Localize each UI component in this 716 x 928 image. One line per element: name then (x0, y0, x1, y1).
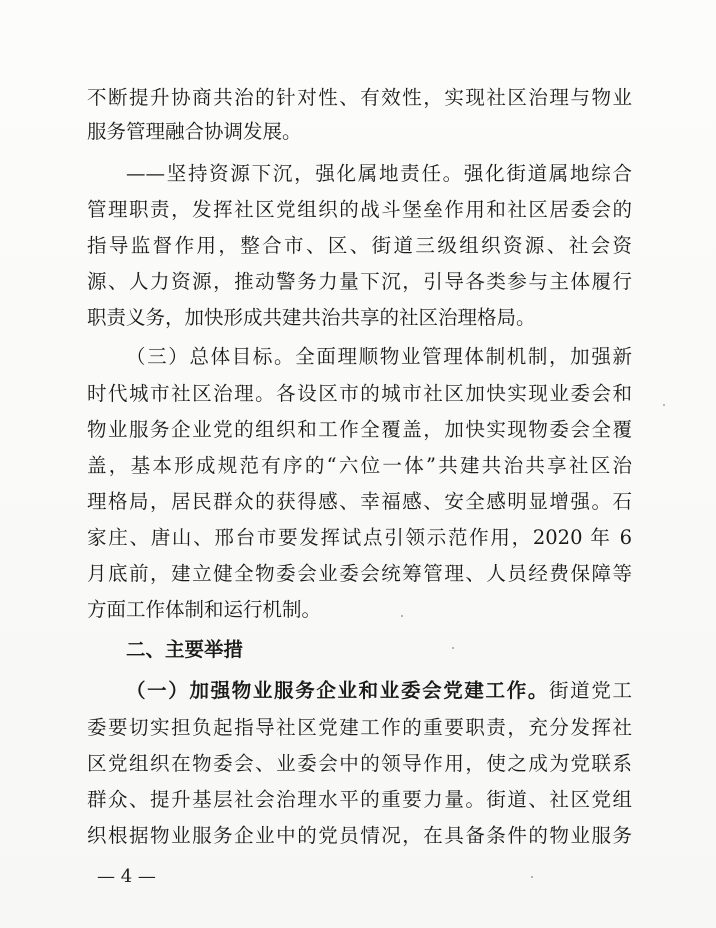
section-1-paragraph-start (126, 674, 632, 708)
body-line: 区党组织在物委会、业委会中的领导作用，使之成为党联系 (87, 752, 632, 775)
body-line: 盖，基本形成规范有序的“六位一体”共建共治共享社区治 (87, 454, 632, 477)
body-line: 指导监督作用，整合市、区、街道三级组织资源、社会资 (87, 234, 632, 257)
scan-speck (452, 647, 454, 649)
body-line: 委要切实担负起指导社区党建工作的重要职责，充分发挥社 (87, 716, 632, 739)
body-line: 方面工作体制和运行机制。 (87, 598, 322, 621)
body-line: 物业服务企业党的组织和工作全覆盖，加快实现物委会全覆 (87, 418, 632, 441)
body-line: 织根据物业服务企业中的党员情况，在具备条件的物业服务 (87, 824, 632, 847)
section-1-title: 加强物业服务企业和业委会党建工作。 (189, 679, 550, 702)
section-3-paragraph-start (126, 340, 632, 374)
body-line: ——坚持资源下沉，强化属地责任。强化街道属地综合 (126, 162, 632, 185)
body-line: 时代城市社区治理。各设区市的城市社区加快实现业委会和 (87, 382, 632, 405)
section-1-label: （一） (126, 679, 190, 702)
body-line: 源、人力资源，推动警务力量下沉，引导各类参与主体履行 (87, 270, 632, 293)
body-line: 群众、提升基层社会治理水平的重要力量。街道、社区党组 (87, 788, 632, 811)
body-line: 家庄、唐山、邢台市要发挥试点引领示范作用，2020 年 6 (87, 526, 632, 549)
body-line: 理格局，居民群众的获得感、幸福感、安全感明显增强。石 (87, 490, 632, 513)
scan-speck (663, 404, 665, 406)
scan-speck (401, 615, 403, 617)
body-line: 总体目标。全面理顺物业管理体制机制，加强新 (189, 345, 632, 368)
body-line: 街道党工 (549, 679, 632, 702)
page-number: — 4 — (97, 866, 156, 887)
section-heading: 二、主要举措 (126, 638, 244, 661)
body-line: 月底前，建立健全物委会业委会统筹管理、人员经费保障等 (87, 562, 632, 585)
scan-speck (531, 876, 533, 878)
body-line: 不断提升协商共治的针对性、有效性，实现社区治理与物业 (87, 86, 632, 109)
body-line: 职责义务，加快形成共建共治共享的社区治理格局。 (87, 306, 536, 329)
body-line: 服务管理融合协调发展。 (87, 120, 302, 143)
body-line: 管理职责，发挥社区党组织的战斗堡垒作用和社区居委会的 (87, 198, 632, 221)
section-3-label: （三） (126, 345, 190, 368)
